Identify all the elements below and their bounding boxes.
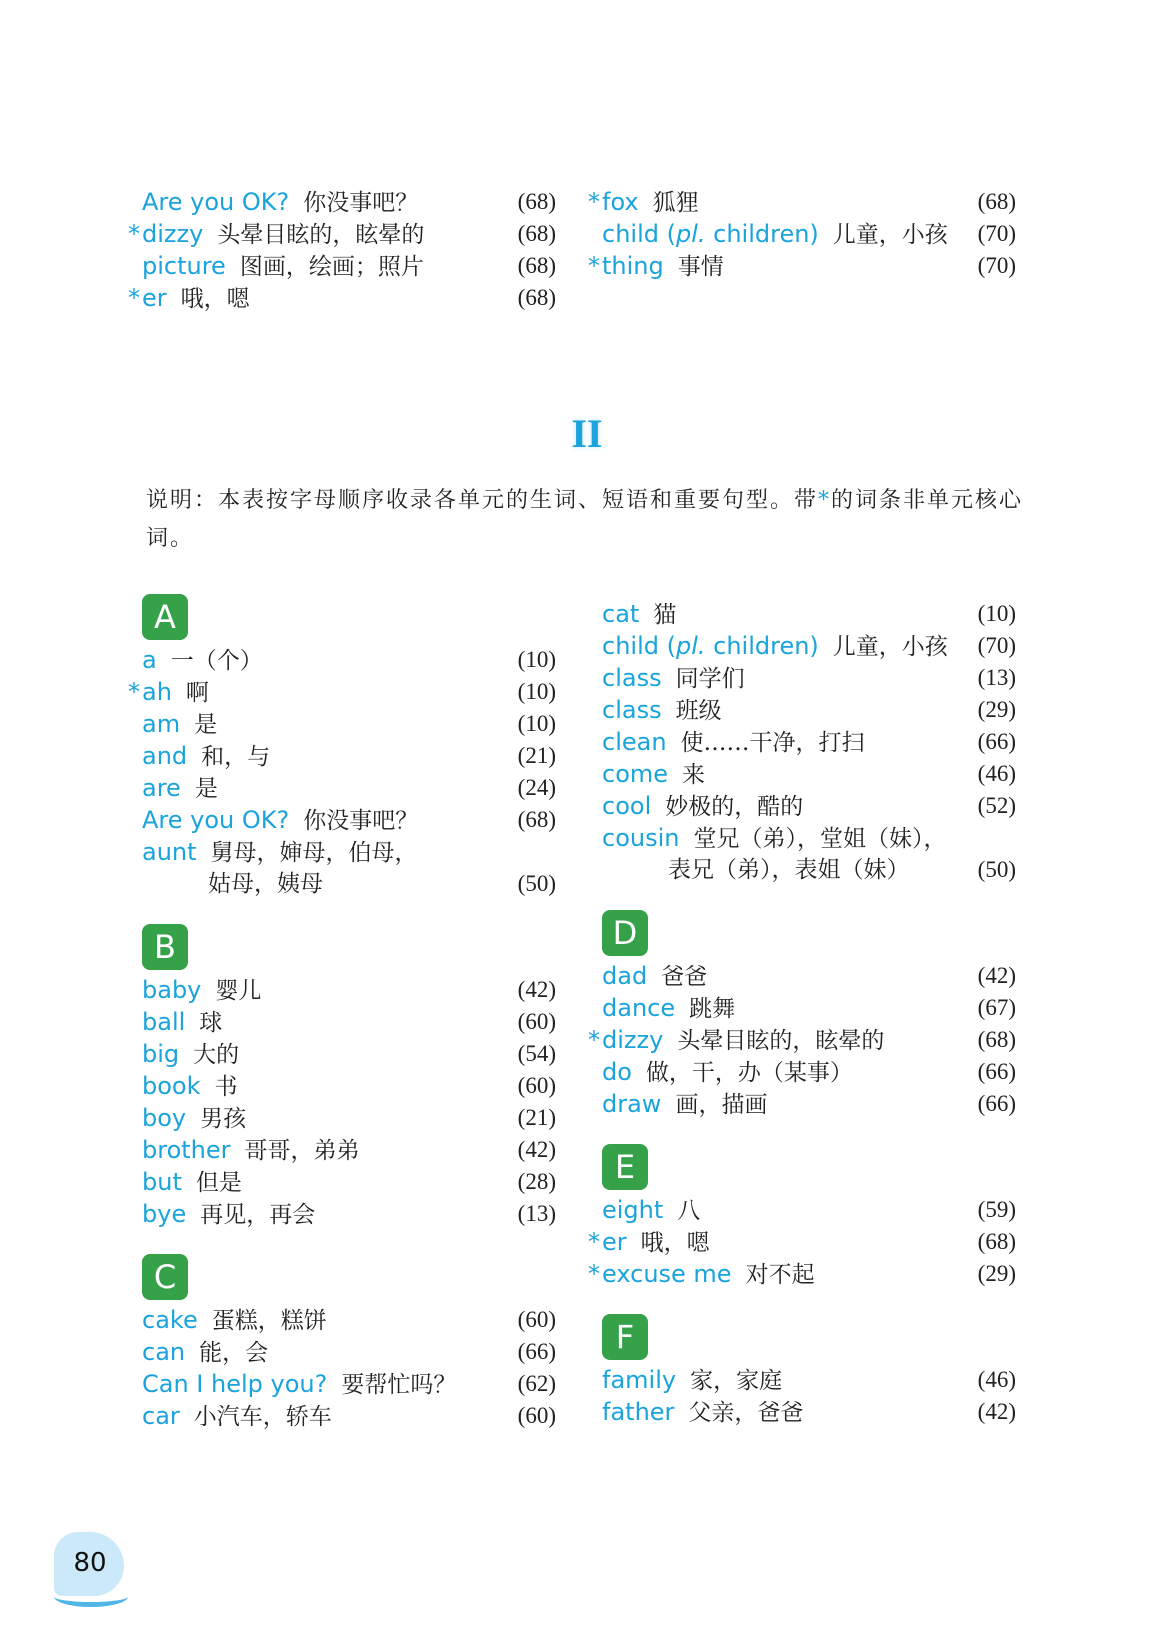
entry-page-ref: (10) bbox=[977, 601, 1016, 626]
entry-meaning: 再见，再会 bbox=[200, 1202, 316, 1228]
vocab-entry bbox=[602, 960, 1016, 992]
section-title: II bbox=[571, 411, 603, 456]
vocab-entry bbox=[142, 1400, 556, 1432]
entry-page-ref: (42) bbox=[517, 1137, 556, 1162]
entry-continuation: 姑母，姨母 bbox=[208, 871, 323, 897]
entry-word: bye bbox=[142, 1200, 187, 1228]
entry-word: thing bbox=[602, 252, 664, 280]
entry-word: fox bbox=[602, 188, 639, 216]
entry-meaning: 要帮忙吗？ bbox=[341, 1372, 457, 1398]
entry-page-ref: (68) bbox=[517, 807, 556, 832]
entry-word: family bbox=[602, 1366, 677, 1394]
entry-word: and bbox=[142, 742, 188, 770]
entry-page-ref: (21) bbox=[517, 743, 556, 768]
entry-page-ref: (59) bbox=[977, 1197, 1016, 1222]
vocab-entry bbox=[142, 1304, 556, 1336]
entry-page-ref: (46) bbox=[977, 1367, 1016, 1392]
vocab-entry bbox=[602, 598, 1016, 630]
vocab-entry bbox=[602, 1056, 1016, 1088]
entry-page-ref: (60) bbox=[517, 1403, 556, 1428]
entry-page-ref: (70) bbox=[977, 633, 1016, 658]
vocab-entry bbox=[602, 822, 1016, 854]
entry-meaning: 猫 bbox=[653, 602, 677, 628]
entry-meaning: 事情 bbox=[677, 254, 724, 280]
entry-page-ref: (28) bbox=[517, 1169, 556, 1194]
vocab-entry bbox=[142, 1134, 556, 1166]
entry-page-ref: (70) bbox=[977, 253, 1016, 278]
entry-meaning: 是 bbox=[194, 712, 218, 738]
entry-word: boy bbox=[142, 1104, 187, 1132]
entry-meaning: 蛋糕，糕饼 bbox=[211, 1308, 327, 1334]
non-core-star: * bbox=[128, 678, 140, 706]
entry-meaning: 和，与 bbox=[201, 744, 271, 770]
entry-meaning: 来 bbox=[682, 762, 706, 788]
entry-word-part: child ( bbox=[602, 632, 676, 660]
entry-word-abbrev: pl. bbox=[675, 632, 706, 660]
entry-page-ref: (21) bbox=[517, 1105, 556, 1130]
entry-word: excuse me bbox=[602, 1260, 732, 1288]
entry-page-ref: (67) bbox=[977, 995, 1016, 1020]
top-left-column bbox=[128, 186, 556, 314]
entry-meaning: 球 bbox=[199, 1010, 223, 1036]
letter-badge-f: F bbox=[602, 1314, 648, 1360]
vocab-entry bbox=[142, 1198, 556, 1230]
vocab-entry bbox=[142, 644, 556, 676]
non-core-star: * bbox=[588, 1260, 600, 1288]
entry-page-ref: (66) bbox=[517, 1339, 556, 1364]
group-c-right bbox=[602, 598, 1016, 886]
entry-meaning: 头晕目眩的，眩晕的 bbox=[217, 222, 425, 248]
non-core-star: * bbox=[588, 1228, 600, 1256]
vocab-entry bbox=[588, 1226, 1016, 1258]
vocab-entry bbox=[588, 186, 1016, 218]
entry-word-abbrev: pl. bbox=[675, 220, 706, 248]
entry-word: dance bbox=[602, 994, 676, 1022]
entry-word: Are you OK? bbox=[142, 806, 290, 834]
entry-page-ref: (29) bbox=[977, 697, 1016, 722]
entry-page-ref: (70) bbox=[977, 221, 1016, 246]
entry-word: father bbox=[602, 1398, 675, 1426]
vocab-entry bbox=[128, 282, 556, 314]
entry-meaning: 图画，绘画；照片 bbox=[239, 254, 424, 280]
entry-page-ref: (29) bbox=[977, 1261, 1016, 1286]
entry-word: er bbox=[142, 284, 167, 312]
entry-page-ref: (46) bbox=[977, 761, 1016, 786]
group-d bbox=[588, 960, 1016, 1120]
page-number-wave bbox=[54, 1586, 128, 1607]
entry-word: brother bbox=[142, 1136, 231, 1164]
vocab-entry bbox=[602, 1194, 1016, 1226]
entry-word: ah bbox=[142, 678, 172, 706]
entry-word: ball bbox=[142, 1008, 186, 1036]
entry-meaning: 堂兄（弟），堂姐（妹）， bbox=[693, 826, 947, 852]
entry-word: book bbox=[142, 1072, 201, 1100]
entry-word: cousin bbox=[602, 824, 680, 852]
entry-page-ref: (68) bbox=[517, 221, 556, 246]
entry-word: er bbox=[602, 1228, 627, 1256]
entry-page-ref: (42) bbox=[977, 963, 1016, 988]
entry-meaning: 哦，嗯 bbox=[640, 1230, 710, 1256]
entry-meaning: 狐狸 bbox=[652, 190, 699, 216]
entry-meaning: 爸爸 bbox=[661, 964, 708, 990]
entry-page-ref: (50) bbox=[977, 857, 1016, 882]
entry-meaning: 大的 bbox=[193, 1042, 240, 1068]
entry-meaning: 妙极的，酷的 bbox=[665, 794, 804, 820]
entry-meaning: 头晕目眩的，眩晕的 bbox=[677, 1028, 885, 1054]
entry-word: clean bbox=[602, 728, 667, 756]
entry-page-ref: (24) bbox=[517, 775, 556, 800]
entry-word: cake bbox=[142, 1306, 198, 1334]
non-core-star: * bbox=[128, 220, 140, 248]
note-star: * bbox=[818, 488, 832, 513]
entry-meaning: 舅母，婶母，伯母， bbox=[210, 840, 418, 866]
entry-continuation: 表兄（弟），表姐（妹） bbox=[668, 857, 910, 883]
entry-meaning: 是 bbox=[194, 776, 218, 802]
entry-page-ref: (13) bbox=[977, 665, 1016, 690]
entry-word: class bbox=[602, 696, 662, 724]
non-core-star: * bbox=[128, 284, 140, 312]
entry-page-ref: (60) bbox=[517, 1009, 556, 1034]
entry-meaning: 班级 bbox=[675, 698, 722, 724]
entry-meaning: 你没事吧？ bbox=[303, 190, 419, 216]
entry-meaning: 父亲，爸爸 bbox=[688, 1400, 804, 1426]
entry-meaning: 男孩 bbox=[200, 1106, 247, 1132]
vocab-entry bbox=[142, 186, 556, 218]
vocab-entry bbox=[602, 1396, 1016, 1428]
entry-meaning: 画，描画 bbox=[675, 1092, 768, 1118]
entry-page-ref: (50) bbox=[517, 871, 556, 896]
entry-page-ref: (42) bbox=[517, 977, 556, 1002]
vocab-entry bbox=[142, 1006, 556, 1038]
entry-page-ref: (66) bbox=[977, 729, 1016, 754]
entry-meaning: 能，会 bbox=[199, 1340, 269, 1366]
entry-word-part: children) bbox=[705, 632, 819, 660]
vocab-entry bbox=[142, 1102, 556, 1134]
entry-meaning: 但是 bbox=[195, 1170, 242, 1196]
vocab-entry bbox=[142, 868, 556, 900]
entry-meaning: 啊 bbox=[185, 680, 209, 706]
entry-word: aunt bbox=[142, 838, 197, 866]
entry-page-ref: (54) bbox=[517, 1041, 556, 1066]
entry-word: car bbox=[142, 1402, 180, 1430]
vocab-entry bbox=[142, 1166, 556, 1198]
entry-meaning: 哦，嗯 bbox=[180, 286, 250, 312]
vocab-entry bbox=[602, 630, 1016, 662]
entry-page-ref: (10) bbox=[517, 679, 556, 704]
entry-word: dizzy bbox=[142, 220, 204, 248]
vocab-entry bbox=[142, 740, 556, 772]
vocab-entry bbox=[602, 218, 1016, 250]
entry-page-ref: (68) bbox=[977, 1027, 1016, 1052]
entry-meaning: 小汽车，轿车 bbox=[193, 1404, 332, 1430]
entry-word: dizzy bbox=[602, 1026, 664, 1054]
vocab-entry bbox=[588, 250, 1016, 282]
entry-word: big bbox=[142, 1040, 180, 1068]
vocab-entry bbox=[142, 772, 556, 804]
group-e bbox=[588, 1194, 1016, 1290]
entry-word: Are you OK? bbox=[142, 188, 290, 216]
entry-page-ref: (60) bbox=[517, 1307, 556, 1332]
page-number: 80 bbox=[73, 1548, 107, 1578]
vocab-entry bbox=[142, 708, 556, 740]
group-f bbox=[602, 1364, 1016, 1428]
vocab-entry bbox=[602, 1364, 1016, 1396]
vocab-entry bbox=[602, 758, 1016, 790]
vocab-entry bbox=[142, 974, 556, 1006]
vocab-entry bbox=[588, 1024, 1016, 1056]
vocab-entry bbox=[588, 1258, 1016, 1290]
entry-word: come bbox=[602, 760, 669, 788]
entry-page-ref: (10) bbox=[517, 647, 556, 672]
entry-meaning: 一（个） bbox=[170, 648, 263, 674]
entry-word bbox=[602, 220, 819, 248]
vocab-entry bbox=[142, 1368, 556, 1400]
group-a bbox=[128, 644, 556, 900]
entry-word: a bbox=[142, 646, 157, 674]
entry-page-ref: (68) bbox=[517, 253, 556, 278]
entry-page-ref: (68) bbox=[977, 189, 1016, 214]
vocab-entry bbox=[602, 662, 1016, 694]
entry-meaning: 使……干净，打扫 bbox=[680, 730, 865, 756]
note-post: 的词条非单元核心词。 bbox=[146, 488, 1024, 551]
entry-word-part: children) bbox=[705, 220, 819, 248]
entry-word: do bbox=[602, 1058, 632, 1086]
entry-word: eight bbox=[602, 1196, 664, 1224]
entry-page-ref: (68) bbox=[517, 189, 556, 214]
vocab-entry bbox=[142, 836, 556, 868]
entry-meaning: 你没事吧？ bbox=[303, 808, 419, 834]
vocab-entry bbox=[602, 726, 1016, 758]
entry-page-ref: (66) bbox=[977, 1059, 1016, 1084]
non-core-star: * bbox=[588, 188, 600, 216]
vocab-entry bbox=[128, 676, 556, 708]
letter-badge-d: D bbox=[602, 910, 648, 956]
entry-page-ref: (66) bbox=[977, 1091, 1016, 1116]
entry-page-ref: (13) bbox=[517, 1201, 556, 1226]
non-core-star: * bbox=[588, 252, 600, 280]
vocab-entry bbox=[602, 854, 1016, 886]
entry-word: am bbox=[142, 710, 181, 738]
vocab-entry bbox=[142, 1336, 556, 1368]
entry-page-ref: (60) bbox=[517, 1073, 556, 1098]
entry-meaning: 同学们 bbox=[675, 666, 745, 692]
entry-word-part: child ( bbox=[602, 220, 676, 248]
vocab-entry bbox=[602, 1088, 1016, 1120]
entry-page-ref: (62) bbox=[517, 1371, 556, 1396]
entry-meaning: 哥哥，弟弟 bbox=[244, 1138, 360, 1164]
entry-meaning: 家，家庭 bbox=[690, 1368, 783, 1394]
vocab-entry bbox=[142, 1070, 556, 1102]
entry-meaning: 婴儿 bbox=[215, 978, 262, 1004]
vocab-entry bbox=[602, 790, 1016, 822]
entry-word: cat bbox=[602, 600, 640, 628]
note-pre: 说明：本表按字母顺序收录各单元的生词、短语和重要句型。带 bbox=[146, 488, 819, 513]
entry-meaning: 做，干，办（某事） bbox=[645, 1060, 853, 1086]
entry-meaning: 儿童，小孩 bbox=[832, 634, 948, 660]
entry-word: picture bbox=[142, 252, 226, 280]
letter-badge-e: E bbox=[602, 1144, 648, 1190]
entry-word: can bbox=[142, 1338, 186, 1366]
entry-page-ref: (68) bbox=[517, 285, 556, 310]
non-core-star: * bbox=[588, 1026, 600, 1054]
entry-meaning: 跳舞 bbox=[689, 996, 736, 1022]
letter-badge-a: A bbox=[142, 594, 188, 640]
entry-word bbox=[602, 632, 819, 660]
entry-page-ref: (52) bbox=[977, 793, 1016, 818]
entry-word: but bbox=[142, 1168, 182, 1196]
entry-meaning: 对不起 bbox=[745, 1262, 815, 1288]
vocab-entry bbox=[142, 804, 556, 836]
entry-word: draw bbox=[602, 1090, 662, 1118]
group-b bbox=[142, 974, 556, 1230]
index-left-column bbox=[128, 588, 556, 1432]
letter-badge-b: B bbox=[142, 924, 188, 970]
entry-meaning: 儿童，小孩 bbox=[832, 222, 948, 248]
entry-page-ref: (68) bbox=[977, 1229, 1016, 1254]
entry-meaning: 八 bbox=[677, 1198, 701, 1224]
entry-word: baby bbox=[142, 976, 202, 1004]
entry-word: are bbox=[142, 774, 181, 802]
entry-page-ref: (10) bbox=[517, 711, 556, 736]
group-c-left bbox=[142, 1304, 556, 1432]
entry-page-ref: (42) bbox=[977, 1399, 1016, 1424]
entry-word: cool bbox=[602, 792, 652, 820]
vocab-entry bbox=[128, 218, 556, 250]
letter-badge-c: C bbox=[142, 1254, 188, 1300]
vocab-entry bbox=[142, 250, 556, 282]
vocab-entry bbox=[602, 992, 1016, 1024]
vocab-entry bbox=[602, 694, 1016, 726]
entry-word: class bbox=[602, 664, 662, 692]
entry-word: Can I help you? bbox=[142, 1370, 328, 1398]
index-right-column bbox=[588, 598, 1016, 1428]
entry-word: dad bbox=[602, 962, 648, 990]
entry-meaning: 书 bbox=[214, 1074, 238, 1100]
top-right-column bbox=[588, 186, 1016, 282]
explanation-note bbox=[146, 482, 1066, 558]
vocab-entry bbox=[142, 1038, 556, 1070]
